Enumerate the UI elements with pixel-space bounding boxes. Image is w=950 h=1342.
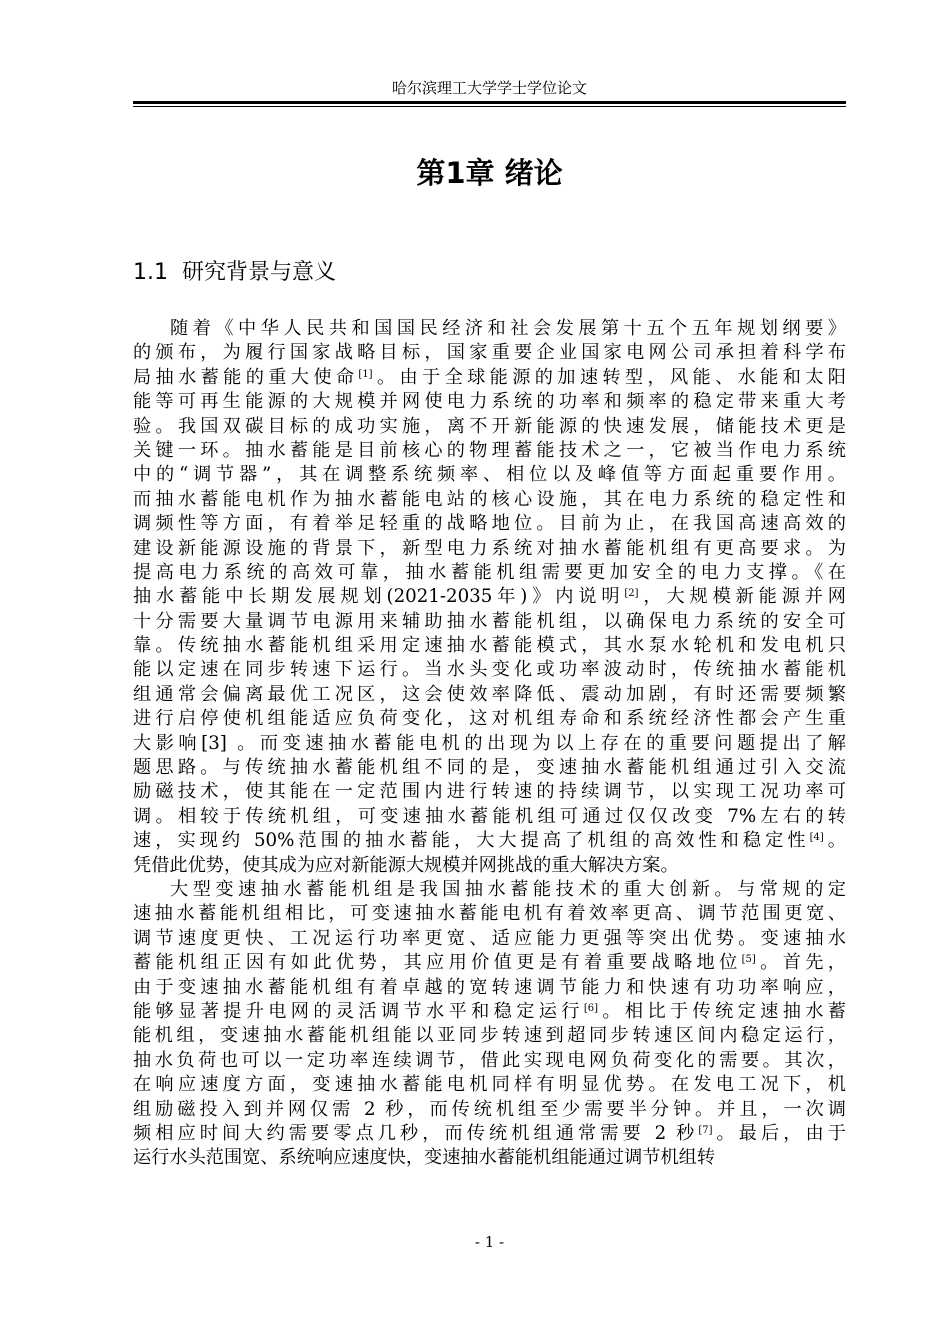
text-run: 频相应时间大约需要零点几秒，而传统机组通常需要 2 秒: [133, 1122, 699, 1144]
text-line: [133, 439, 846, 463]
text-run: ，大规模新能源并网: [638, 586, 846, 608]
page-number: - 1 -: [474, 1233, 505, 1251]
text-line: [133, 610, 846, 634]
text-run: 调。相较于传统机组，可变速抽水蓄能机组可通过仅仅改变 7%左右的转: [133, 805, 846, 827]
header-rule-thick: [133, 101, 846, 104]
text-run: 关键一环。抽水蓄能是目前核心的物理蓄能技术之一，它被当作电力系统: [133, 439, 846, 461]
text-run: 组通常会偏离最优工况区，这会使效率降低、震动加剧，有时还需要频繁: [133, 683, 846, 705]
paragraph: [133, 878, 846, 1171]
text-run: 大影响[3] 。而变速抽水蓄能电机的出现为以上存在的重要问题提出了解: [133, 732, 846, 754]
text-run: 调频性等方面，有着举足轻重的战略地位。目前为止，在我国高速高效的: [133, 513, 846, 535]
section-heading: [133, 257, 846, 289]
text-run: 速，实现约 50%范围的抽水蓄能，大大提高了机组的高效性和稳定性: [133, 830, 810, 852]
text-run: 。最后，由于: [712, 1122, 846, 1144]
text-run: 靠。传统抽水蓄能机组采用定速抽水蓄能模式，其水泵水轮机和发电机只: [133, 635, 846, 657]
running-header: 哈尔滨理工大学学士学位论文: [391, 79, 587, 97]
text-run: 局抽水蓄能的重大使命: [133, 366, 359, 388]
chapter-title: 第1章 绪论: [416, 156, 563, 190]
text-line: [133, 976, 846, 1000]
text-run: 。首先，: [755, 952, 846, 974]
text-run: 抽水负荷也可以一定功率连续调节，借此实现电网负荷变化的需要。其次，: [133, 1049, 846, 1071]
text-run: 提高电力系统的高效可靠，抽水蓄能机组需要更加安全的电力支撑。《在: [133, 561, 846, 583]
text-line: [133, 951, 846, 975]
text-line: [133, 634, 846, 658]
text-run: 抽水蓄能中长期发展规划(2021-2035年)》内说明: [133, 586, 625, 608]
citation-mark: [4]: [809, 832, 824, 844]
citation-mark: [6]: [583, 1002, 599, 1014]
text-run: 能机组，变速抽水蓄能机组能以亚同步转速到超同步转速区间内稳定运行，: [133, 1025, 846, 1047]
text-run: 能够显著提升电网的灵活调节水平和稳定运行: [133, 1000, 584, 1022]
text-run: 凭借此优势，使其成为应对新能源大规模并网挑战的重大解决方案。: [133, 854, 679, 876]
text-line: [133, 780, 846, 804]
text-line: [133, 878, 846, 902]
text-line: [133, 756, 846, 780]
header-rule-thin: [133, 106, 846, 107]
text-run: 调节速度更快、工况运行功率更宽、适应能力更强等突出优势。变速抽水: [133, 927, 846, 949]
text-run: 。相比于传统定速抽水蓄: [598, 1000, 846, 1022]
text-line: [133, 854, 846, 878]
text-line: [133, 390, 846, 414]
body-text: [133, 317, 846, 1171]
text-line: [133, 732, 846, 756]
text-line: [133, 415, 846, 439]
text-run: 进行启停使机组能适应负荷变化，这对机组寿命和系统经济性都会产生重: [133, 708, 846, 730]
text-line: [133, 927, 846, 951]
text-line: [133, 561, 846, 585]
text-line: [133, 537, 846, 561]
text-run: 由于变速抽水蓄能机组有着卓越的宽转速调节能力和快速有功功率响应，: [133, 976, 846, 998]
citation-mark: [7]: [698, 1124, 713, 1136]
text-line: [133, 317, 846, 341]
section-number: 1.1: [133, 260, 168, 285]
text-line: [133, 1049, 846, 1073]
text-line: [133, 1024, 846, 1048]
text-line: [133, 658, 846, 682]
citation-mark: [5]: [741, 954, 756, 966]
text-line: [133, 1098, 846, 1122]
text-run: 运行水头范围宽、系统响应速度快，变速抽水蓄能机组能通过调节机组转: [133, 1147, 716, 1169]
text-line: [133, 512, 846, 536]
citation-mark: [2]: [624, 588, 639, 600]
text-line: [133, 683, 846, 707]
text-line: [133, 1000, 846, 1024]
section-title: 研究背景与意义: [182, 260, 337, 285]
text-line: [133, 488, 846, 512]
text-run: 励磁技术，使其能在一定范围内进行转速的持续调节，以实现工况功率可: [133, 781, 846, 803]
text-line: [133, 707, 846, 731]
text-run: 随着《中华人民共和国国民经济和社会发展第十五个五年规划纲要》: [170, 318, 846, 339]
text-run: 中的“调节器”，其在调整系统频率、相位以及峰值等方面起重要作用。: [133, 464, 846, 486]
text-line: [133, 1073, 846, 1097]
text-run: 组励磁投入到并网仅需 2 秒，而传统机组至少需要半分钟。并且，一次调: [133, 1098, 846, 1120]
text-run: 速抽水蓄能机组相比，可变速抽水蓄能电机有着效率更高、调节范围更宽、: [133, 903, 846, 925]
citation-mark: [1]: [358, 368, 373, 380]
text-run: 而抽水蓄能电机作为抽水蓄能电站的核心设施，其在电力系统的稳定性和: [133, 488, 846, 510]
text-run: 大型变速抽水蓄能机组是我国抽水蓄能技术的重大创新。与常规的定: [170, 878, 846, 900]
text-run: 。由于全球能源的加速转型，风能、水能和太阳: [372, 366, 846, 388]
text-run: 十分需要大量调节电源用来辅助抽水蓄能机组，以确保电力系统的安全可: [133, 610, 846, 632]
text-run: 蓄能机组正因有如此优势，其应用价值更是有着重要战略地位: [133, 952, 742, 974]
text-run: 在响应速度方面，变速抽水蓄能电机同样有明显优势。在发电工况下，机: [133, 1074, 846, 1096]
text-line: [133, 805, 846, 829]
text-run: 验。我国双碳目标的成功实施，离不开新能源的快速发展，储能技术更是: [133, 415, 846, 437]
text-line: [133, 1146, 846, 1170]
text-line: [133, 829, 846, 853]
text-line: [133, 585, 846, 609]
paragraph: [133, 317, 846, 878]
text-line: [133, 341, 846, 365]
text-run: 能等可再生能源的大规模并网使电力系统的功率和频率的稳定带来重大考: [133, 391, 846, 413]
text-run: 建设新能源设施的背景下，新型电力系统对抽水蓄能机组有更高要求。为: [133, 537, 846, 559]
text-line: [133, 366, 846, 390]
text-run: 的颁布，为履行国家战略目标，国家重要企业国家电网公司承担着科学布: [133, 342, 846, 364]
text-run: 题思路。与传统抽水蓄能机组不同的是，变速抽水蓄能机组通过引入交流: [133, 757, 846, 779]
text-run: 能以定速在同步转速下运行。当水头变化或功率波动时，传统抽水蓄能机: [133, 659, 846, 681]
text-line: [133, 463, 846, 487]
text-run: 。: [823, 830, 846, 852]
text-line: [133, 1122, 846, 1146]
text-line: [133, 902, 846, 926]
